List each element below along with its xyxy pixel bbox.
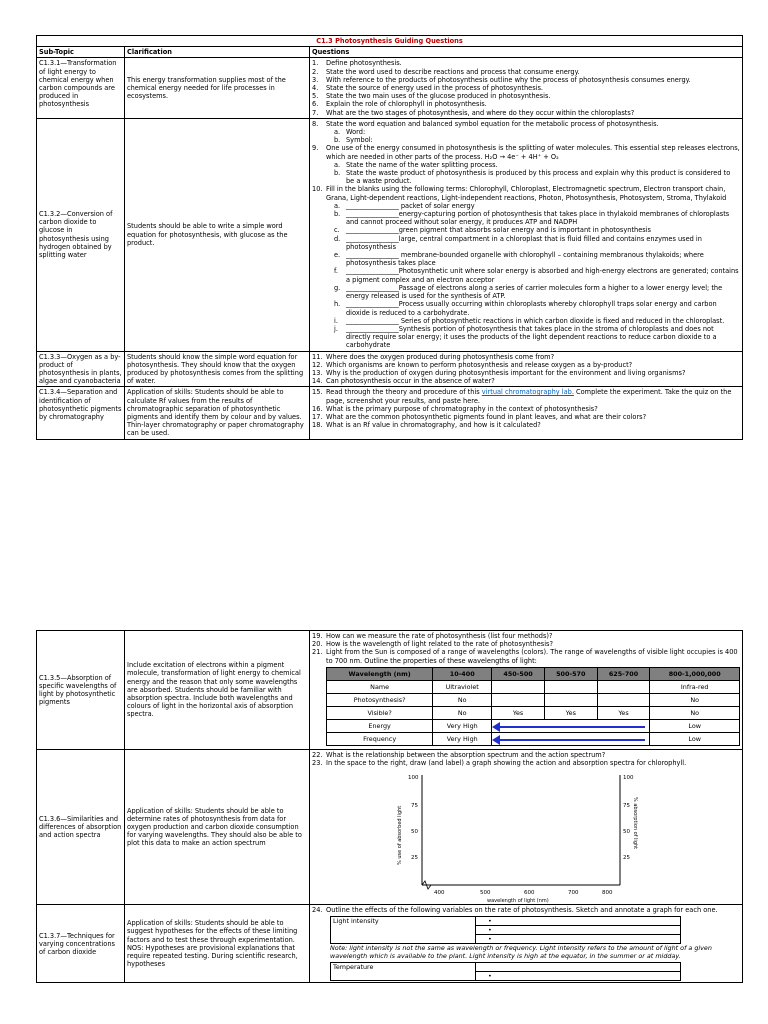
questions-cell: [310, 387, 743, 439]
header-subtopic: Sub-Topic: [37, 47, 125, 58]
question-item: 23. In the space to the right, draw (and label) a graph showing the action and absorption spectra for chlorophyll.: [312, 759, 687, 768]
fill-blank-item: d. ________________large, central compartment in a chloroplast that is fluid filled and contains enzymes used in photosynthesis: [334, 234, 702, 251]
y-right-tick: 100: [623, 775, 634, 782]
y-axis-label-right: % absorption of light: [632, 797, 638, 850]
clarification-cell: Students should be able to write a simple word equation for photosynthesis, with glucose as the product.: [125, 118, 310, 351]
question-item: 12. Which organisms are known to perform photosynthesis and release oxygen as a by-product?: [312, 360, 633, 369]
table-cell: Yes: [597, 706, 650, 719]
fill-blank-item: i. ________________ Series of photosynthetic reactions in which carbon dioxide is fixed and reduced in the chloroplast.: [334, 316, 725, 325]
x-tick: 500: [480, 890, 491, 897]
table-cell: Ultraviolet: [433, 680, 492, 693]
wavelength-table: [326, 667, 740, 746]
table-row: [37, 749, 743, 904]
y-left-tick: 50: [411, 829, 418, 836]
table-cell: Visible?: [327, 706, 433, 719]
virtual-chromatography-lab-link[interactable]: virtual chromatography lab.: [481, 388, 574, 397]
question-item: 11. Where does the oxygen produced during photosynthesis come from?: [312, 352, 555, 361]
table-cell[interactable]: [597, 680, 650, 693]
x-tick: 700: [568, 890, 579, 897]
table-header-cell: 450-500: [492, 667, 545, 680]
x-tick: 600: [524, 890, 535, 897]
question-item: 2. State the word used to describe reactions and process that consume energy.: [312, 67, 580, 76]
question-item: 21. Light from the Sun is composed of a range of wavelengths (colors). The range of wavelengths of visible light occupies is 400 to 700 nm. Outline the properties of these wavelengths of light:: [312, 648, 738, 665]
header-clarification: Clarification: [125, 47, 310, 58]
fill-blank-item: j. ________________Synthesis portion of photosynthesis that takes place in the stroma of chloroplasts and does not directly require solar energy; it uses the products of the light dependent reactions to reduce carbon dioxide to a carbohydrate: [334, 324, 717, 350]
y-right-tick: 25: [623, 855, 630, 862]
y-right-tick: 50: [623, 829, 630, 836]
question-item: 20. How is the wavelength of light related to the rate of photosynthesis?: [312, 640, 553, 649]
question-item: 1. Define photosynthesis.: [312, 59, 402, 68]
question-item: 14. Can photosynthesis occur in the absence of water?: [312, 377, 495, 386]
sub-question: a. Word:: [334, 128, 366, 137]
bullet-cell[interactable]: •: [476, 917, 681, 926]
bullet-cell[interactable]: •: [476, 972, 681, 981]
question-item: 19. How can we measure the rate of photosynthesis (list four methods)?: [312, 632, 553, 640]
table-cell: Name: [327, 680, 433, 693]
table-header-cell: 500-570: [544, 667, 597, 680]
table-cell: Energy: [327, 719, 433, 732]
x-axis-label: wavelength of light (nm): [487, 898, 549, 904]
table-cell[interactable]: [492, 680, 545, 693]
table-cell: Low: [650, 732, 740, 745]
questions-cell: [310, 118, 743, 351]
table-cell: Yes: [544, 706, 597, 719]
table-cell: Very High: [433, 719, 492, 732]
table-header-cell: 10-400: [433, 667, 492, 680]
fill-blank-item: e. ________________ membrane-bounded organelle with chlorophyll – containing membranous thylakoids; where photosynthesis takes place: [334, 251, 704, 268]
table-cell: No: [650, 706, 740, 719]
table-cell[interactable]: [544, 693, 597, 706]
table-header-cell: 800-1,000,000: [650, 667, 740, 680]
sub-question: a. State the name of the water splitting process.: [334, 160, 498, 169]
bullet-cell[interactable]: •: [476, 935, 681, 944]
left-arrow-icon: [496, 739, 645, 741]
question-item: 7. What are the two stages of photosynthesis, and where do they occur within the chloroplasts?: [312, 108, 635, 117]
table-cell: Infra-red: [650, 680, 740, 693]
table-row: [37, 118, 743, 351]
variable-label: Light intensity: [331, 917, 476, 944]
question-item: 5. State the two main uses of the glucose produced in photosynthesis.: [312, 92, 551, 101]
variables-table: [330, 962, 681, 981]
x-tick: 800: [602, 890, 613, 897]
question-item: 16. What is the primary purpose of chromatography in the context of photosynthesis?: [312, 404, 598, 413]
fill-blank-item: f. ________________Photosynthetic unit where solar energy is absorbed and high-energy electrons are generated; contains a pigment complex and an electron acceptor: [334, 267, 739, 284]
spectrum-graph-axes[interactable]: [312, 767, 732, 903]
fill-blank-item: g. ________________Passage of electrons along a series of carrier molecules form a higher to a lower energy level; the energy released is used for the synthesis of ATP.: [334, 283, 723, 301]
table-cell: Very High: [433, 732, 492, 745]
question-item: 4. State the source of energy used in the process of photosynthesis.: [312, 84, 543, 93]
variables-table: [330, 916, 681, 944]
variable-label: Temperature: [331, 963, 476, 981]
guiding-questions-table-1: [36, 35, 743, 440]
subtopic-cell: C1.3.1—Transformation of light energy to chemical energy when carbon compounds are produced in photosynthesis: [37, 58, 125, 118]
subtopic-cell: C1.3.2—Conversion of carbon dioxide to glucose in photosynthesis using hydrogen obtained by splitting water: [37, 118, 125, 351]
sub-question: b. Symbol:: [334, 136, 373, 145]
question-item: 6. Explain the role of chlorophyll in photosynthesis.: [312, 100, 487, 109]
table-cell[interactable]: [492, 693, 545, 706]
table-cell: No: [433, 706, 492, 719]
table-header-cell: 625-700: [597, 667, 650, 680]
question-item: 3. With reference to the products of photosynthesis outline why the process of photosynthesis consumes energy.: [312, 75, 691, 84]
table-cell: Photosynthesis?: [327, 693, 433, 706]
question-item: 13. Why is the production of oxygen during photosynthesis important for the environment and living organisms?: [312, 368, 686, 377]
table-row: [37, 58, 743, 118]
table-cell: Frequency: [327, 732, 433, 745]
bullet-cell[interactable]: •: [476, 926, 681, 935]
table-cell: No: [650, 693, 740, 706]
y-left-tick: 100: [408, 775, 419, 782]
sub-question: b. State the waste product of photosynthesis is produced by this process and explain why this product is considered to be a waste product.: [334, 169, 731, 186]
y-left-tick: 25: [411, 855, 418, 862]
frequency-arrow-cell: [492, 732, 650, 745]
light-intensity-note: Note: light intensity is not the same as wavelength or frequency. Light intensity refers to the amount of light of a given wavelength which is available to the plant. Light intensity is high at the equator, in the summer or at midday.: [330, 944, 712, 961]
clarification-cell: Application of skills: Students should be able to suggest hypotheses for the effects of these limiting factors and to test these through experimentation. NOS: Hypotheses are provisional explanations that require repeated testing. During scientific research, hypotheses: [125, 905, 310, 983]
subtopic-cell: C1.3.5—Absorption of specific wavelengths of light by photosynthetic pigments: [37, 631, 125, 750]
questions-cell: [310, 631, 743, 750]
table-row: [37, 387, 743, 439]
y-right-tick: 75: [623, 803, 630, 810]
question-item: 15. Read through the theory and procedure of this virtual chromatography lab. Complete the experiment. Take the quiz on the page, screenshot your results, and paste here.: [312, 388, 732, 405]
fill-blank-item: c. ________________green pigment that absorbs solar energy and is important in photosynthesis: [334, 226, 651, 235]
questions-cell: [310, 749, 743, 904]
header-questions: Questions: [310, 47, 743, 58]
left-arrow-icon: [496, 726, 645, 728]
questions-cell: [310, 905, 743, 983]
energy-arrow-cell: [492, 719, 650, 732]
clarification-cell: Include excitation of electrons within a pigment molecule, transformation of light energy to chemical energy and the reason that only some wavelengths are absorbed. Students should be familiar with absorption spectra. Include both wavelengths and colours of light in the horizontal axis of absorption spectra.: [125, 631, 310, 750]
table-cell: Low: [650, 719, 740, 732]
questions-cell: [310, 351, 743, 387]
subtopic-cell: C1.3.6—Similarities and differences of absorption and action spectra: [37, 749, 125, 904]
table-cell[interactable]: [544, 680, 597, 693]
bullet-cell[interactable]: [476, 963, 681, 972]
y-left-tick: 75: [411, 803, 418, 810]
clarification-cell: Application of skills: Students should be able to calculate Rf values from the results of chromatographic separation of photosynthetic pigments and identify them by colour and by values. Thin-layer chromatography or paper chromatography can be used.: [125, 387, 310, 439]
subtopic-cell: C1.3.7—Techniques for varying concentrations of carbon dioxide: [37, 905, 125, 983]
question-item: 22. What is the relationship between the absorption spectrum and the action spectrum?: [312, 750, 606, 759]
table-cell: Yes: [492, 706, 545, 719]
question-item: 24. Outline the effects of the following variables on the rate of photosynthesis. Sketch and annotate a graph for each one.: [312, 906, 718, 915]
fill-blank-item: a. ________________ packet of solar energy: [334, 201, 475, 210]
question-item: 17. What are the common photosynthetic pigments found in plant leaves, and what are their colors?: [312, 412, 647, 421]
table-header-cell: Wavelength (nm): [327, 667, 433, 680]
table-row: [37, 905, 743, 983]
x-tick: 400: [434, 890, 445, 897]
y-axis-label-left: % use of absorbed light: [397, 805, 403, 866]
clarification-cell: Application of skills: Students should be able to determine rates of photosynthesis from data for oxygen production and carbon dioxide consumption for varying wavelengths. They should also be able to plot this data to make an action spectrum: [125, 749, 310, 904]
question-item: 10. Fill in the blanks using the following terms: Chlorophyll, Chloroplast, Electromagnetic spectrum, Electron transport chain, Grana, Light-dependent reactions, Light-independent reactions, Photon, Photosynthesis, Photosystem, Stroma, Thylakoid: [312, 185, 727, 202]
question-item: 18. What is an Rf value in chromatography, and how is it calculated?: [312, 421, 541, 430]
subtopic-cell: C1.3.3—Oxygen as a by-product of photosynthesis in plants, algae and cyanobacteria: [37, 351, 125, 387]
question-item: 8. State the word equation and balanced symbol equation for the metabolic process of photosynthesis.: [312, 119, 659, 128]
question-item: 9. One use of the energy consumed in photosynthesis is the splitting of water molecules. This essential step releases electrons, which are needed in other parts of the process. H₂O → 4e⁻ + 4H⁺ + O₂: [312, 144, 740, 161]
fill-blank-item: h. ________________Process usually occurring within chloroplasts whereby chlorophyll traps solar energy and carbon dioxide is reduced to a carbohydrate.: [334, 300, 717, 317]
table-cell[interactable]: [597, 693, 650, 706]
clarification-cell: This energy transformation supplies most of the chemical energy needed for life processes in ecosystems.: [125, 58, 310, 118]
questions-cell: [310, 58, 743, 118]
table-row: [37, 351, 743, 387]
table-row: [37, 631, 743, 750]
subtopic-cell: C1.3.4—Separation and identification of photosynthetic pigments by chromatography: [37, 387, 125, 439]
guiding-questions-table-2: [36, 630, 743, 983]
fill-blank-item: b. ________________energy-capturing portion of photosynthesis that takes place in thylakoid membranes of chloroplasts and cannot proceed without solar energy, it produces ATP and NADPH: [334, 210, 730, 227]
table-cell: No: [433, 693, 492, 706]
clarification-cell: Students should know the simple word equation for photosynthesis. They should know that the oxygen produced by photosynthesis comes from the splitting of water.: [125, 351, 310, 387]
page-title: C1.3 Photosynthesis Guiding Questions: [37, 36, 743, 47]
